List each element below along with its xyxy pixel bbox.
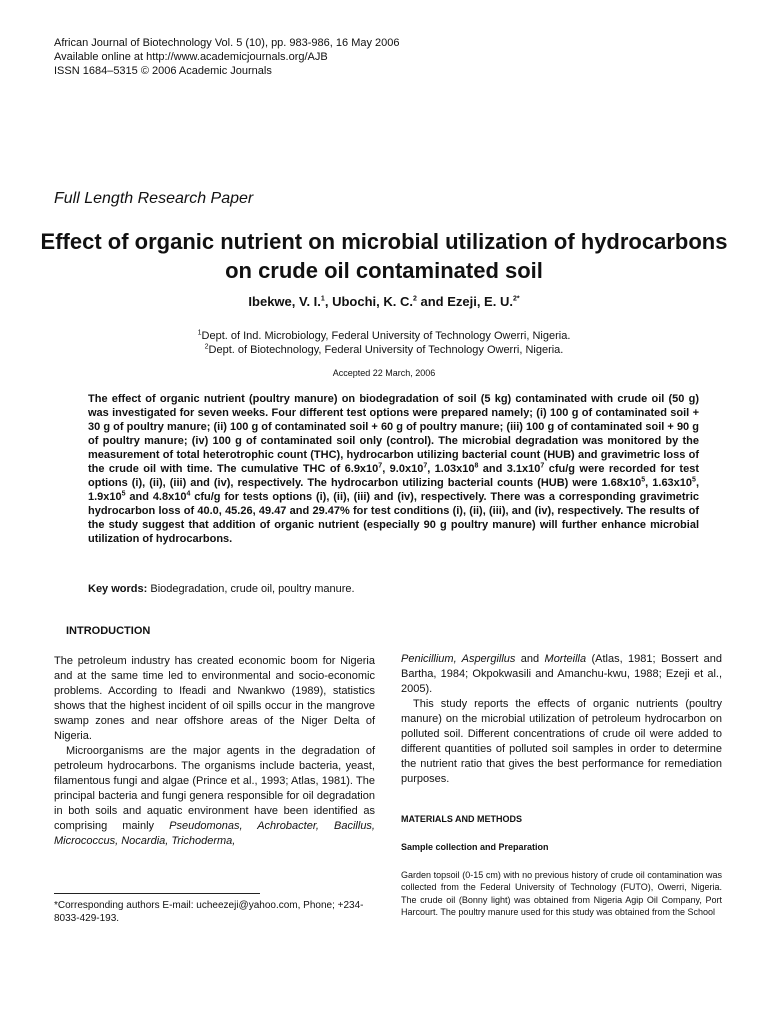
author-affil-mark: 2* <box>512 295 520 303</box>
affiliations <box>40 329 728 357</box>
section-heading-introduction: INTRODUCTION <box>66 625 151 637</box>
author-separator: , <box>324 294 333 309</box>
paragraph <box>401 652 722 697</box>
author-name: Ubochi, K. C. <box>332 294 413 309</box>
author-affil-mark: 2 <box>412 295 417 303</box>
paragraph: This study reports the effects of organic nutrients (poultry manure) on the microbial utilization of petroleum hydrocarbon on polluted soil. Different concentrations of crude oil were added to different quantities of polluted soil samples in order to determine the nutrient ratio that gives the best performance for remediation purposes. <box>401 698 722 785</box>
author-affil-mark: 1 <box>320 295 325 303</box>
paragraph: The petroleum industry has created economic boom for Nigeria and at the same time led to environmental and socio-economic problems. According to Ifeadi and Nwankwo (1989), statistics shows that the highest incident of oil spills occur in the mangrove swamp zones and near offshore areas of the Niger Delta of Nigeria. <box>54 655 375 742</box>
accepted-date: Accepted 22 March, 2006 <box>332 368 436 378</box>
exponent: 7 <box>378 462 383 470</box>
author-name: Ibekwe, V. I. <box>248 294 321 309</box>
abstract-text: , 1.9x10 <box>88 477 699 503</box>
paper-type: Full Length Research Paper <box>54 190 254 207</box>
paper-title: Effect of organic nutrient on microbial utilization of hydrocarbons on crude oil contaminated soil <box>40 229 728 283</box>
keywords-text: Biodegradation, crude oil, poultry manure. <box>147 583 355 595</box>
author-name: Ezeji, E. U. <box>447 294 513 309</box>
genus-list: Penicillium, Aspergillus <box>401 653 516 665</box>
paragraph-text: Microorganisms are the major agents in the degradation of petroleum hydrocarbons. The organisms include bacteria, yeast, filamentous fungi and algae (Prince et al., 1993; Atlas, 1981). The principal bacteria and fungi genera responsible for oil degradation in both soils and aquatic environment have been identified as comprising mainly <box>54 745 375 832</box>
affil-text: Dept. of Ind. Microbiology, Federal University of Technology Owerri, Nigeria. <box>201 330 571 342</box>
paragraph <box>54 744 375 849</box>
genus-name: Morteilla <box>544 653 587 665</box>
keywords <box>88 583 699 595</box>
section-heading-methods: MATERIALS AND METHODS <box>401 814 522 824</box>
exponent: 5 <box>121 490 126 498</box>
journal-citation: African Journal of Biotechnology Vol. 5 (10), pp. 983-986, 16 May 2006 <box>54 37 400 49</box>
left-column <box>54 654 375 849</box>
right-column <box>401 652 722 787</box>
exponent: 8 <box>474 462 479 470</box>
affil-mark: 1 <box>197 329 202 337</box>
exponent: 5 <box>692 476 696 484</box>
footnote-correspondence: *Corresponding authors E-mail: ucheezeji@yahoo.com, Phone; +234-8033-429-193. <box>54 900 364 924</box>
journal-info <box>54 36 400 78</box>
abstract-text: and 4.8x10 <box>125 491 187 503</box>
genus-list: Pseudomonas, Achrobacter, Bacillus, Micrococcus, Nocardia, Trichoderma, <box>54 820 375 847</box>
subsection-heading: Sample collection and Preparation <box>401 842 549 852</box>
exponent: 5 <box>641 476 646 484</box>
abstract <box>88 392 699 546</box>
abstract-text: cfu/g for tests options (i), (ii), (iii) and (iv), respectively. There was a corresponding gravimetric hydrocarbon loss of 40.0, 45.26, 49.47 and 29.47% for test conditions (i), (ii), (iii), and (iv), respectively. The results of the study suggest that addition of organic nutrient (especially 90 g poultry manure) will further enhance microbial utilization of hydrocarbons. <box>88 491 699 545</box>
journal-url: Available online at http://www.academicjournals.org/AJB <box>54 51 328 63</box>
affil-text: Dept. of Biotechnology, Federal University of Technology Owerri, Nigeria. <box>208 344 564 356</box>
affil-mark: 2 <box>204 343 209 351</box>
methods-paragraph: Garden topsoil (0-15 cm) with no previous history of crude oil contamination was collected from the Federal University of Technology (FUTO), Owerri, Nigeria. The crude oil (Bonny light) was obtained from Nigeria Agip Oil Company, Port Harcourt. The poultry manure used for this study was obtained from the School <box>401 870 722 918</box>
affiliation <box>40 343 728 357</box>
keywords-label: Key words: <box>88 583 148 595</box>
abstract-text: and 3.1x10 <box>478 463 541 475</box>
journal-issn: ISSN 1684–5315 © 2006 Academic Journals <box>54 65 272 77</box>
author-separator: and <box>416 294 448 309</box>
footnote-divider <box>54 893 260 894</box>
abstract-text: , 1.63x10 <box>645 477 693 489</box>
abstract-text: , 1.03x10 <box>427 463 475 475</box>
exponent: 7 <box>423 462 428 470</box>
abstract-text: The effect of organic nutrient (poultry manure) on biodegradation of soil (5 kg) contaminated with crude oil (50 g) was investigated for seven weeks. Four different test options were prepared namely; (i) 100 g of contaminated soil + 30 g of poultry manure; (ii) 100 g of contaminated soil + 60 g of poultry manure; (iii) 100 g of contaminated soil + 90 g of poultry manure; (iv) 100 g of contaminated soil only (control). The microbial degradation was monitored by the measurement of total heterotrophic count (THC), hydrocarbon utilizing bacterial count (HUB) and gravimetric loss of the crude oil with time. The cumulative THC of 6.9x10 <box>88 393 699 475</box>
paragraph-text: and <box>515 653 545 665</box>
exponent: 7 <box>540 462 545 470</box>
abstract-text: cfu/g were recorded for test options (i), (ii), (iii) and (iv), respectively. The hydrocarbon utilizing bacterial counts (HUB) were 1.68x10 <box>88 463 699 489</box>
paragraph-text: (Atlas, 1981; Bossert and Bartha, 1984; Okpokwasili and Amanchu-kwu, 1988; Ezeji et al., 2005). <box>401 653 722 695</box>
author-list <box>40 294 728 309</box>
abstract-text: , 9.0x10 <box>382 463 424 475</box>
exponent: 4 <box>186 490 191 498</box>
affiliation <box>40 329 728 343</box>
